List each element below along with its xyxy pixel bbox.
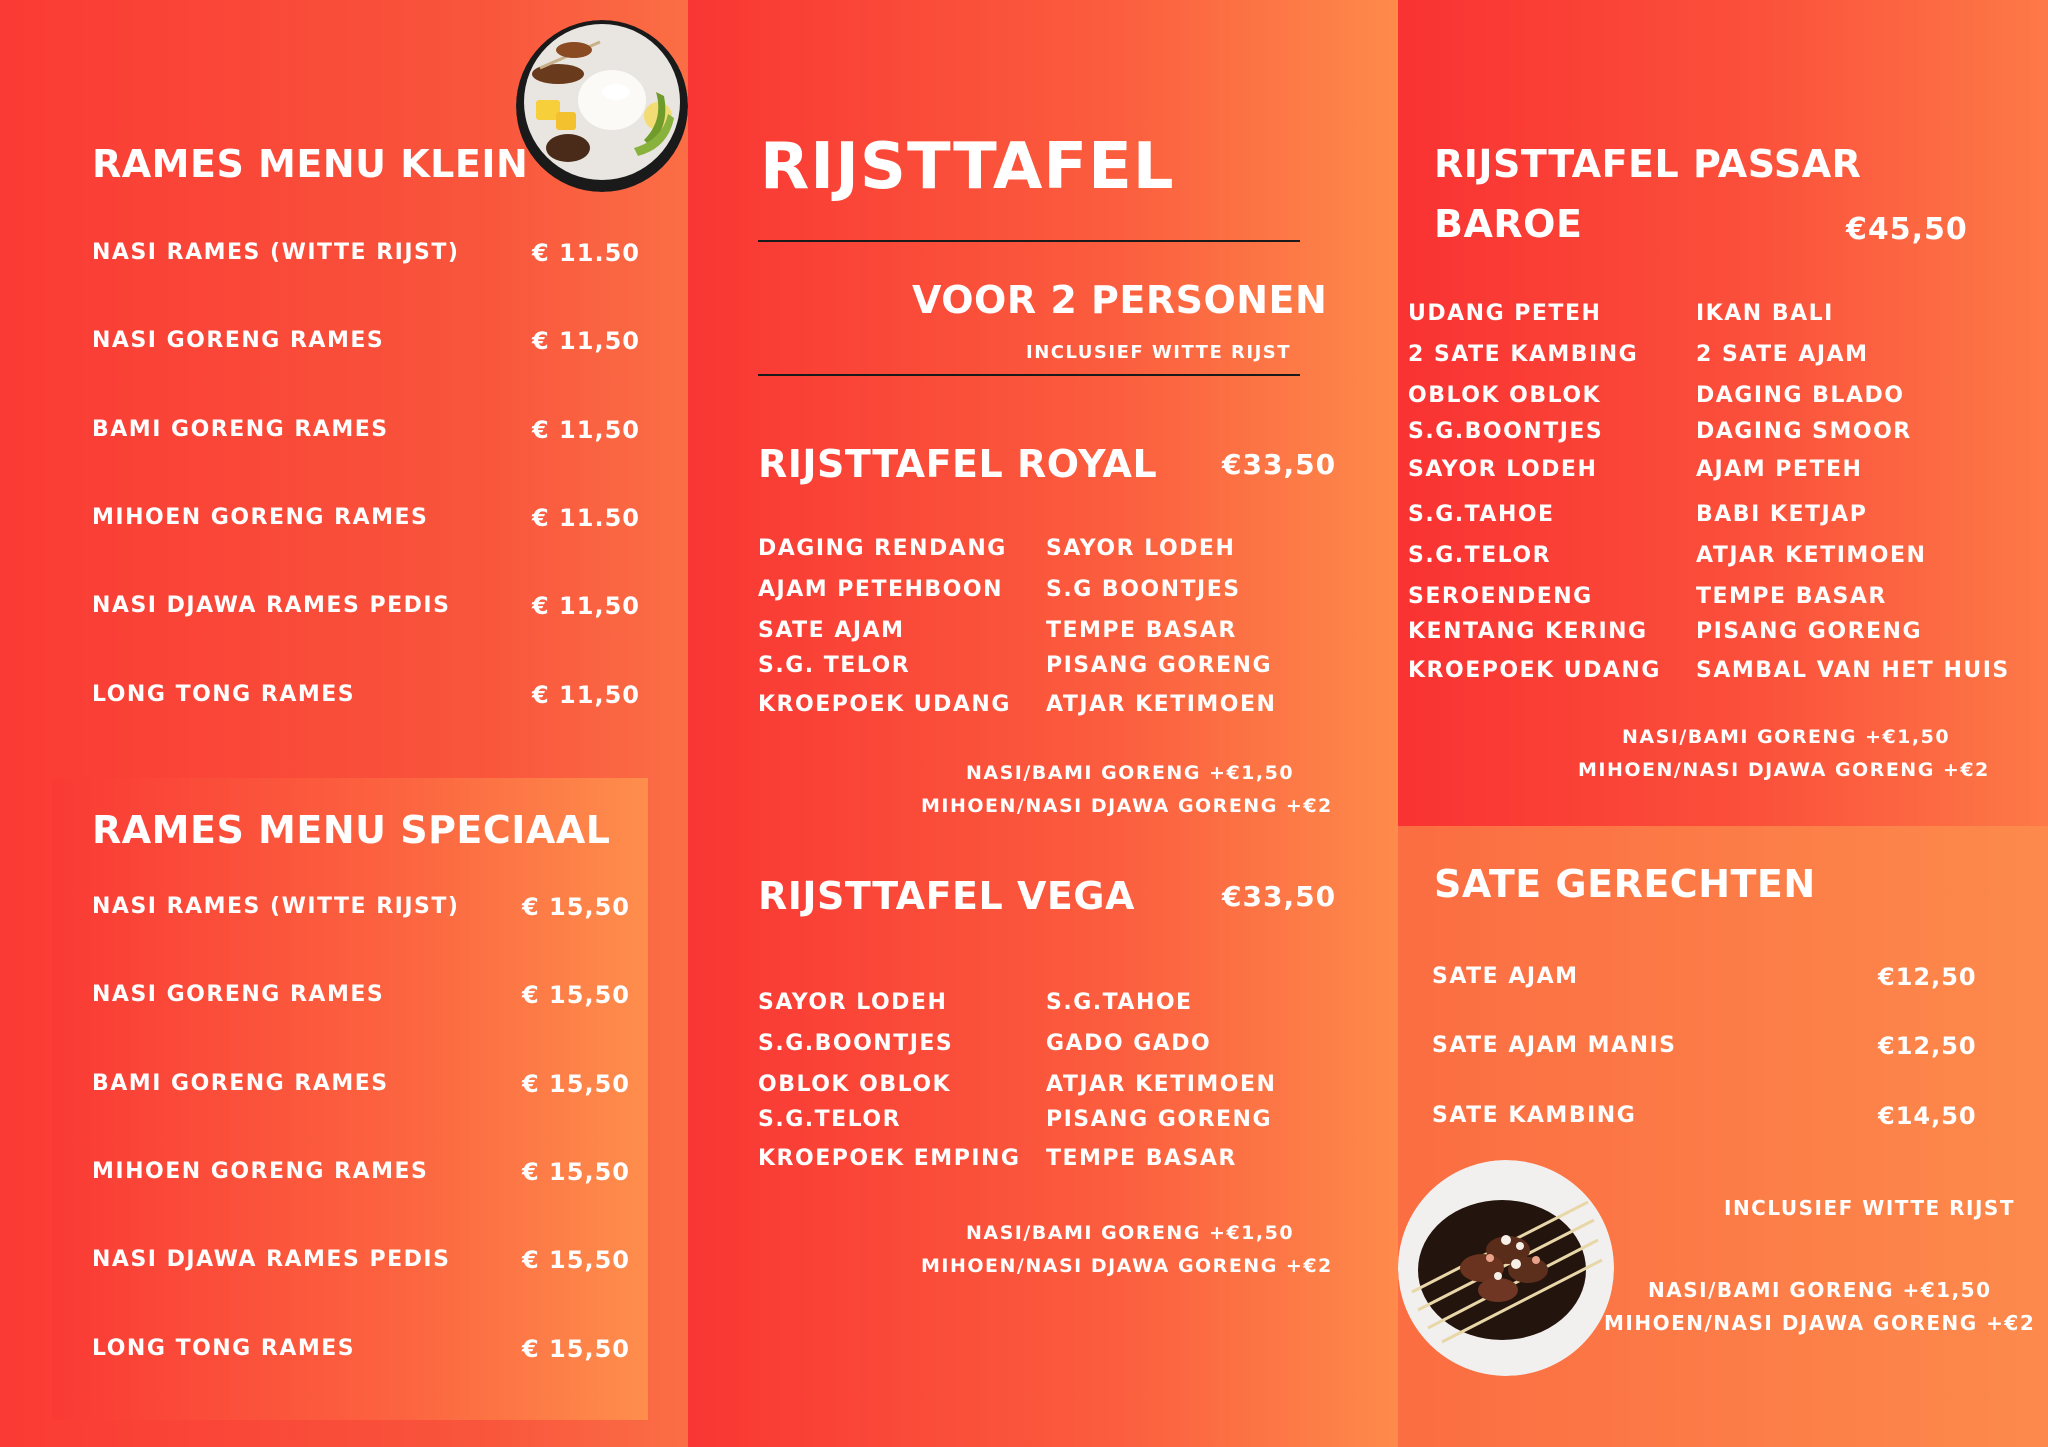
klein-item-price: € 11.50 (532, 504, 640, 532)
sate-plate-icon (1398, 1160, 1614, 1376)
passar-dish: BABI KETJAP (1696, 502, 1868, 527)
passar-title: RIJSTTAFEL PASSAR (1434, 142, 1862, 186)
klein-item-price: € 11,50 (532, 592, 640, 620)
passar-title: BAROE (1434, 202, 1583, 246)
passar-dish: KROEPOEK UDANG (1408, 658, 1661, 683)
passar-dish: SEROENDENG (1408, 584, 1593, 609)
vega-dish: S.G.TELOR (758, 1107, 902, 1132)
passar-dish: SAMBAL VAN HET HUIS (1696, 658, 2010, 683)
sate-title: SATE GERECHTEN (1434, 862, 1816, 906)
royal-dish: SAYOR LODEH (1046, 536, 1236, 561)
speciaal-item-price: € 15,50 (522, 893, 630, 921)
passar-dish: AJAM PETEH (1696, 457, 1863, 482)
vega-dish: ATJAR KETIMOEN (1046, 1072, 1277, 1097)
passar-dish: IKAN BALI (1696, 301, 1834, 326)
speciaal-item-name: BAMI GORENG RAMES (92, 1071, 389, 1096)
sate-note: INCLUSIEF WITTE RIJST (1724, 1196, 2015, 1220)
klein-item-price: € 11,50 (532, 416, 640, 444)
vega-dish: S.G.TAHOE (1046, 990, 1193, 1015)
speciaal-item-price: € 15,50 (522, 981, 630, 1009)
sate-extra: MIHOEN/NASI DJAWA GORENG +€2 (1604, 1311, 2036, 1335)
rijsttafel-note: INCLUSIEF WITTE RIJST (1026, 342, 1292, 363)
passar-price: €45,50 (1846, 212, 1968, 247)
passar-dish: UDANG PETEH (1408, 301, 1602, 326)
vega-dish: SAYOR LODEH (758, 990, 948, 1015)
vega-dish: S.G.BOONTJES (758, 1031, 954, 1056)
klein-item-name: MIHOEN GORENG RAMES (92, 505, 429, 530)
royal-dish: S.G BOONTJES (1046, 577, 1241, 602)
vega-dish: GADO GADO (1046, 1031, 1212, 1056)
passar-extra: NASI/BAMI GORENG +€1,50 (1622, 726, 1951, 748)
passar-dish: ATJAR KETIMOEN (1696, 543, 1927, 568)
sate-item-name: SATE AJAM MANIS (1432, 1033, 1677, 1058)
passar-extra: MIHOEN/NASI DJAWA GORENG +€2 (1578, 759, 1990, 781)
divider (758, 240, 1300, 242)
divider (758, 374, 1300, 376)
passar-baroe-box (1398, 0, 2048, 826)
royal-dish: S.G. TELOR (758, 653, 911, 678)
sate-item-price: €12,50 (1878, 1032, 1977, 1060)
rames-speciaal-box (52, 778, 648, 1420)
royal-dish: SATE AJAM (758, 618, 905, 643)
royal-dish: KROEPOEK UDANG (758, 692, 1011, 717)
rice-plate-icon (516, 20, 688, 192)
sate-item-price: €12,50 (1878, 963, 1977, 991)
vega-title: RIJSTTAFEL VEGA (758, 874, 1135, 918)
left-panel (0, 0, 688, 1447)
royal-extra: NASI/BAMI GORENG +€1,50 (966, 762, 1295, 784)
sate-item-name: SATE AJAM (1432, 964, 1579, 989)
klein-item-name: NASI DJAWA RAMES PEDIS (92, 593, 451, 618)
royal-dish: DAGING RENDANG (758, 536, 1007, 561)
speciaal-item-name: MIHOEN GORENG RAMES (92, 1159, 429, 1184)
passar-dish: DAGING SMOOR (1696, 419, 1912, 444)
passar-dish: DAGING BLADO (1696, 383, 1905, 408)
passar-dish: S.G.BOONTJES (1408, 419, 1604, 444)
rijsttafel-title: RIJSTTAFEL (760, 130, 1175, 204)
royal-title: RIJSTTAFEL ROYAL (758, 442, 1158, 486)
royal-price: €33,50 (1222, 448, 1337, 481)
passar-dish: OBLOK OBLOK (1408, 383, 1602, 408)
speciaal-item-price: € 15,50 (522, 1246, 630, 1274)
passar-dish: 2 SATE AJAM (1696, 342, 1869, 367)
vega-dish: OBLOK OBLOK (758, 1072, 952, 1097)
vega-extra: MIHOEN/NASI DJAWA GORENG +€2 (921, 1255, 1333, 1277)
sate-extra: NASI/BAMI GORENG +€1,50 (1648, 1278, 1992, 1302)
vega-dish: TEMPE BASAR (1046, 1146, 1237, 1171)
klein-item-name: BAMI GORENG RAMES (92, 417, 389, 442)
vega-dish: PISANG GORENG (1046, 1107, 1273, 1132)
middle-panel (688, 0, 1398, 1447)
royal-dish: TEMPE BASAR (1046, 618, 1237, 643)
passar-dish: PISANG GORENG (1696, 619, 1923, 644)
right-panel (1398, 0, 2048, 1447)
sate-skewers-photo (1398, 1160, 1614, 1376)
rames-speciaal-title: RAMES MENU SPECIAAL (92, 808, 611, 852)
sate-item-price: €14,50 (1878, 1102, 1977, 1130)
sate-item-name: SATE KAMBING (1432, 1103, 1637, 1128)
royal-dish: PISANG GORENG (1046, 653, 1273, 678)
royal-dish: ATJAR KETIMOEN (1046, 692, 1277, 717)
passar-dish: S.G.TELOR (1408, 543, 1552, 568)
passar-dish: 2 SATE KAMBING (1408, 342, 1639, 367)
vega-price: €33,50 (1222, 880, 1337, 913)
speciaal-item-name: NASI GORENG RAMES (92, 982, 385, 1007)
passar-dish: S.G.TAHOE (1408, 502, 1555, 527)
klein-item-price: € 11,50 (532, 327, 640, 355)
speciaal-item-name: NASI DJAWA RAMES PEDIS (92, 1247, 451, 1272)
vega-extra: NASI/BAMI GORENG +€1,50 (966, 1222, 1295, 1244)
klein-item-name: NASI RAMES (WITTE RIJST) (92, 240, 460, 265)
royal-extra: MIHOEN/NASI DJAWA GORENG +€2 (921, 795, 1333, 817)
rice-plate-photo (516, 20, 688, 192)
speciaal-item-price: € 15,50 (522, 1335, 630, 1363)
klein-item-name: NASI GORENG RAMES (92, 328, 385, 353)
klein-item-price: € 11,50 (532, 681, 640, 709)
passar-dish: KENTANG KERING (1408, 619, 1648, 644)
speciaal-item-price: € 15,50 (522, 1070, 630, 1098)
rames-klein-title: RAMES MENU KLEIN (92, 142, 529, 186)
passar-dish: SAYOR LODEH (1408, 457, 1598, 482)
royal-dish: AJAM PETEHBOON (758, 577, 1003, 602)
speciaal-item-name: LONG TONG RAMES (92, 1336, 356, 1361)
vega-dish: KROEPOEK EMPING (758, 1146, 1021, 1171)
rijsttafel-subtitle: VOOR 2 PERSONEN (912, 278, 1328, 322)
passar-dish: TEMPE BASAR (1696, 584, 1887, 609)
klein-item-name: LONG TONG RAMES (92, 682, 356, 707)
speciaal-item-name: NASI RAMES (WITTE RIJST) (92, 894, 460, 919)
speciaal-item-price: € 15,50 (522, 1158, 630, 1186)
klein-item-price: € 11.50 (532, 239, 640, 267)
